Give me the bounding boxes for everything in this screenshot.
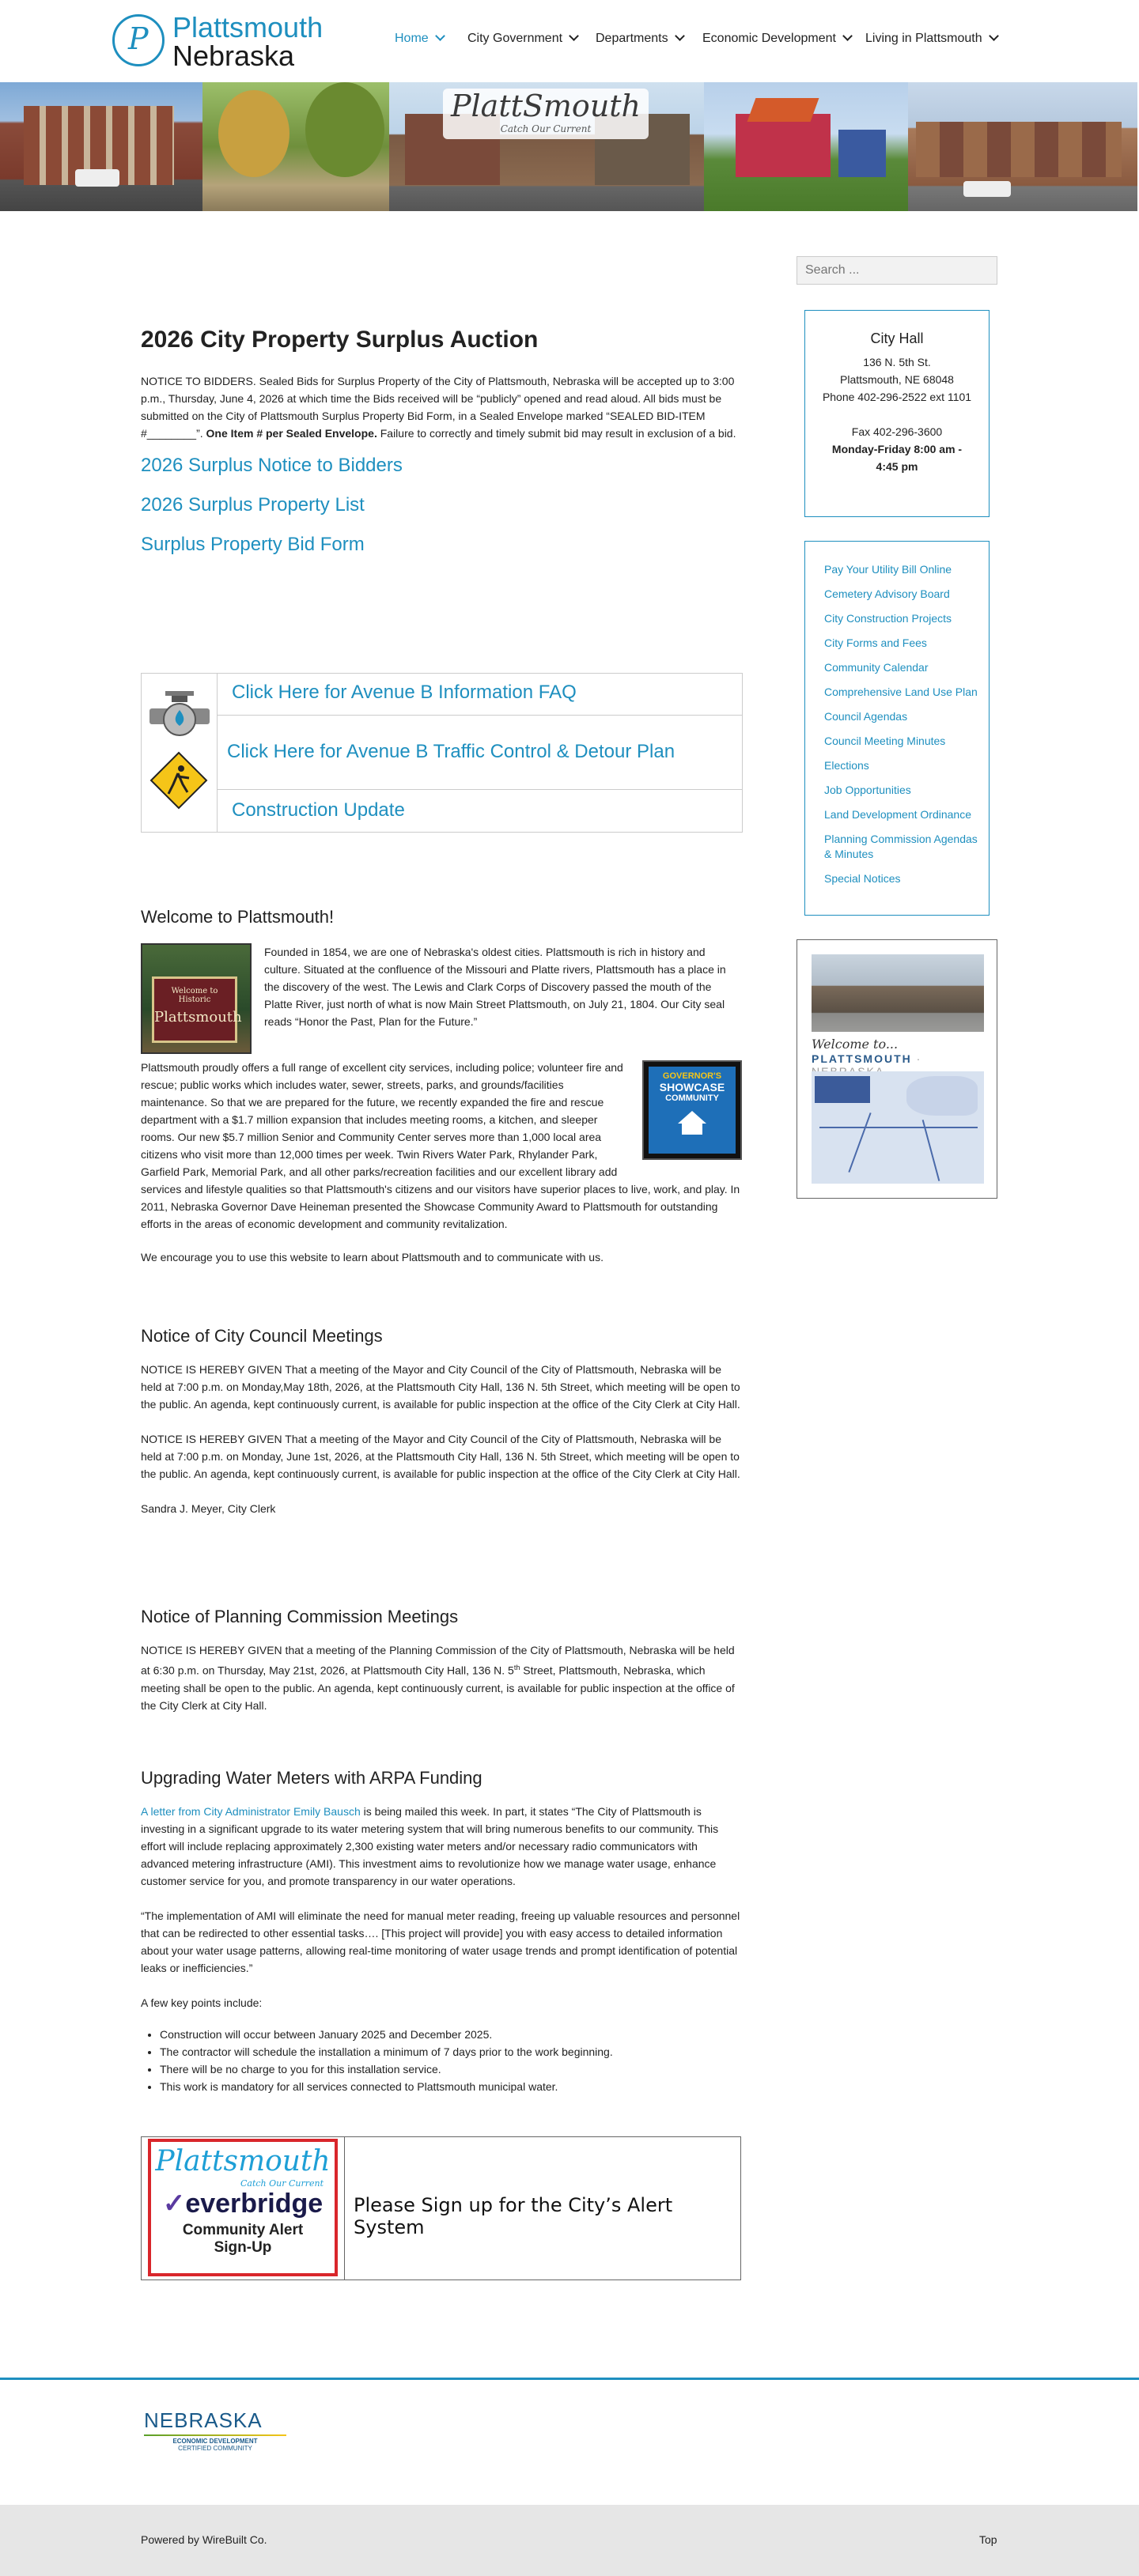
water-key-points — [141, 2026, 742, 2095]
avenue-b-table — [141, 673, 743, 833]
promo-welcome-text: Welcome to... — [812, 1037, 899, 1052]
site-footer — [0, 2505, 1139, 2576]
back-to-top-link[interactable]: Top — [979, 2533, 997, 2546]
avenue-b-traffic-row[interactable] — [218, 716, 742, 790]
quick-link[interactable]: Job Opportunities — [824, 784, 911, 796]
avenue-b-faq-link[interactable]: Click Here for Avenue B Information FAQ — [232, 682, 577, 703]
alert-logo-tagline: Catch Our Current — [240, 2178, 324, 2189]
surplus-notice-link[interactable]: 2026 Surplus Notice to Bidders — [141, 455, 403, 476]
list-item: • Construction will occur between January 2025 and December 2025. — [160, 2026, 742, 2043]
water-title: Upgrading Water Meters with ARPA Funding — [141, 1768, 482, 1788]
site-title-line1[interactable]: Plattsmouth — [172, 11, 324, 43]
water-valve-icon — [142, 674, 217, 832]
banner-photo-courthouse — [0, 82, 202, 211]
list-item: • The contractor will schedule the installation a minimum of 7 days prior to the work beginning. — [160, 2043, 742, 2060]
city-hall-phone: Phone 402-296-2522 ext 1101 — [822, 391, 972, 403]
city-hall-address1: 136 N. 5th St. — [863, 356, 931, 368]
auction-title: 2026 City Property Surplus Auction — [141, 327, 539, 353]
promo-street-photo — [812, 954, 984, 1032]
promo-map — [812, 1071, 984, 1184]
welcome-paragraph-3: We encourage you to use this website to learn about Plattsmouth and to communicate with us. — [141, 1251, 604, 1263]
council-notice-2: NOTICE IS HEREBY GIVEN That a meeting of the Mayor and City Council of the City of Plattsmouth, Nebraska will be held at 7:00 p.m. on Monday, June 1st, 2026, at the Plattsmouth City Hall, 136 N. 5th Street, which meeting will be open to the public. An agenda, kept continuously current, is available for public inspection at the office of the City Clerk at City Hall. — [141, 1433, 740, 1480]
nav-departments[interactable]: Departments — [596, 32, 683, 46]
promo-town: PLATTSMOUTH — [812, 1052, 912, 1065]
search-input[interactable] — [797, 256, 997, 285]
footer-logo-line1: NEBRASKA — [144, 2408, 263, 2432]
city-hall-address2: Plattsmouth, NE 68048 — [840, 373, 954, 386]
list-item: • This work is mandatory for all services connected to Plattsmouth municipal water. — [160, 2078, 742, 2095]
nav-city-government[interactable]: City Government — [467, 32, 577, 46]
chevron-down-icon — [842, 31, 853, 41]
nav-living-in-plattsmouth[interactable]: Living in Plattsmouth — [865, 32, 997, 46]
planning-title: Notice of Planning Commission Meetings — [141, 1607, 459, 1626]
quick-link[interactable]: Council Agendas — [824, 710, 908, 723]
logo-icon[interactable]: P — [112, 14, 165, 66]
water-paragraph-2: “The implementation of AMI will eliminate the need for manual meter reading, freeing up valuable resources and personnel that can be redirected to other essential tasks…. [This project will provide] you with easy access to detailed information about your water usage patterns, allowing real-time monitoring of water usage trends and prompt identification of potential leaks or inefficiencies.” — [141, 1909, 740, 1974]
water-meter-section — [141, 1768, 742, 2095]
alert-logo-cell[interactable] — [142, 2137, 345, 2279]
nav-home[interactable]: Home — [395, 32, 444, 46]
auction-notice: NOTICE TO BIDDERS. Sealed Bids for Surplus Property of the City of Plattsmouth, Nebraska will be accepted up to 3:00 p.m., Thursday, June 4, 2026 at which time the Bids received will be “publicly” opened and read aloud. All bids must be submitted on the City of Plattsmouth Surplus Property Bid Form, in a Sealed Envelope marked “SEALED BID-ITEM #________”. One Item # per Sealed Envelope. Failure to correctly and timely submit bid may result in exclusion of a bid. — [141, 375, 736, 440]
banner-photo-park — [202, 82, 389, 211]
site-title-line2[interactable]: Nebraska — [172, 40, 295, 72]
sign-line2: Plattsmouth — [154, 1009, 242, 1025]
city-hall-box — [804, 310, 990, 517]
quick-link[interactable]: Elections — [824, 759, 869, 772]
alert-signup-table — [141, 2136, 741, 2280]
house-icon — [678, 1111, 706, 1124]
quick-link[interactable]: City Forms and Fees — [824, 636, 927, 649]
avenue-b-icons — [142, 674, 218, 832]
quick-link[interactable]: Special Notices — [824, 872, 901, 885]
city-hall-hours: Monday-Friday 8:00 am - 4:45 pm — [831, 443, 963, 473]
water-paragraph-1: A letter from City Administrator Emily Bausch is being mailed this week. In part, it states “The City of Plattsmouth is investing in a significant upgrade to its water metering system that will bring numerous benefits to our community. This effort will include replacing approximately 2,300 existing water meters and/or necessary radio communicators with advanced metering infrastructure (AMI). This investment aims to revolutionize how we manage water usage, enhance customer service for you, and promote transparency in our water operations. — [141, 1805, 719, 1887]
auction-section — [141, 327, 742, 556]
surplus-bid-form-link[interactable]: Surplus Property Bid Form — [141, 534, 365, 555]
list-item: • There will be no charge to you for this installation service. — [160, 2060, 742, 2078]
chevron-down-icon — [435, 31, 445, 41]
footer-logo-line2: ECONOMIC DEVELOPMENT — [172, 2438, 258, 2445]
quick-link[interactable]: Community Calendar — [824, 661, 929, 674]
city-clerk-signature: Sandra J. Meyer, City Clerk — [141, 1502, 276, 1515]
banner-logo-tagline: Catch Our Current — [500, 123, 592, 134]
checkmark-icon: ✓ — [162, 2189, 186, 2219]
planning-section — [141, 1607, 742, 1714]
badge-line3: COMMUNITY — [665, 1093, 719, 1103]
alert-caption-1: Community Alert — [182, 2222, 304, 2238]
welcome-promo-image[interactable] — [797, 939, 997, 1199]
banner-logo-text: PlattSmouth — [450, 89, 641, 123]
promo-town-line: PLATTSMOUTH · — [812, 1052, 997, 1078]
surplus-property-list-link[interactable]: 2026 Surplus Property List — [141, 494, 365, 516]
alert-caption-2: Sign-Up — [214, 2239, 272, 2256]
construction-update-link[interactable]: Construction Update — [232, 799, 405, 821]
council-notice-1: NOTICE IS HEREBY GIVEN That a meeting of the Mayor and City Council of the City of Plattsmouth, Nebraska will be held at 7:00 p.m. on Monday,May 18th, 2026, at the Plattsmouth City Hall, 136 N. 5th Street, which meeting will be open to the public. An agenda, kept continuously current, is available for public inspection at the office of the City Clerk at City Hall. — [141, 1363, 740, 1411]
avenue-b-faq-row[interactable] — [218, 674, 742, 716]
badge-line2: SHOWCASE — [659, 1081, 725, 1093]
alert-logo-main: Plattsmouth — [155, 2145, 331, 2178]
banner-photo-downtown — [908, 82, 1137, 211]
alert-signup-text[interactable]: Please Sign up for the City’s Alert System — [354, 2194, 673, 2238]
banner-photo-playground — [704, 82, 908, 211]
quick-link[interactable]: Planning Commission Agendas & Minutes — [824, 833, 978, 860]
city-hall-fax: Fax 402-296-3600 — [851, 425, 943, 438]
council-section — [141, 1326, 742, 1517]
powered-by-text[interactable]: Powered by WireBuilt Co. — [141, 2533, 267, 2546]
quick-link[interactable]: Land Development Ordinance — [824, 808, 972, 821]
badge-line1: GOVERNOR'S — [662, 1071, 722, 1081]
quick-link[interactable]: Cemetery Advisory Board — [824, 587, 950, 600]
administrator-letter-link[interactable]: A letter from City Administrator Emily Bausch — [141, 1805, 361, 1818]
welcome-paragraph-2: Plattsmouth proudly offers a full range of excellent city services, including police; volunteer fire and rescue; public works which includes water, sewer, streets, parks, and grounds/facilities maintenance. So that we are prepared for the future, we recently expanded the fire and rescue department with a $1.7 million expansion that includes meeting rooms, a kitchen, and sleeper rooms. Our new $5.7 million Senior and Community Center serves more than 1,000 local area citizens who visit more than 12,000 times per week. Twin Rivers Water Park, Rhylander Park, Garfield Park, Memorial Park, and all other parks/recreation facilities and our excellent library add services and lifestyle qualities so that Plattsmouth's citizens and our visitors have superior places to live, work, and play. In 2011, Nebraska Governor Dave Heineman presented the Showcase Community Award to Plattsmouth for outstanding efforts in the areas of economic development and community revitalization. — [141, 1061, 740, 1230]
everbridge-signup-image[interactable] — [148, 2139, 338, 2276]
chevron-down-icon — [569, 31, 579, 41]
construction-update-row[interactable] — [218, 790, 742, 832]
city-hall-title: City Hall — [870, 330, 924, 346]
quick-link[interactable]: Pay Your Utility Bill Online — [824, 563, 952, 576]
quick-link[interactable]: Comprehensive Land Use Plan — [824, 686, 978, 698]
banner-logo — [443, 89, 649, 139]
chevron-down-icon — [675, 31, 685, 41]
auction-notice-bold: One Item # per Sealed Envelope. — [206, 427, 377, 440]
governors-showcase-badge — [642, 1060, 742, 1160]
sign-line1: Welcome to Historic — [171, 987, 218, 1004]
site-header — [0, 0, 1139, 82]
water-paragraph-3: A few key points include: — [141, 1996, 263, 2009]
footer-divider — [0, 2378, 1139, 2380]
planning-notice: NOTICE IS HEREBY GIVEN that a meeting of the Planning Commission of the City of Plattsmouth, Nebraska will be held at 6:30 p.m. on Thursday, May 21st, 2026, at Plattsmouth City Hall, 136 N. 5th Street, Plattsmouth, Nebraska, which meeting shall be open to the public. An agenda, kept continuously current, is available for public inspection at the office of the City Clerk at City Hall. — [141, 1644, 735, 1712]
everbridge-brand: ✓everbridge — [162, 2189, 324, 2219]
quick-links — [804, 541, 990, 916]
nav-economic-development[interactable]: Economic Development — [702, 32, 851, 46]
welcome-sign-image — [141, 943, 252, 1054]
council-title: Notice of City Council Meetings — [141, 1326, 383, 1346]
welcome-paragraph-1: Founded in 1854, we are one of Nebraska's oldest cities. Plattsmouth is rich in history and culture. Situated at the confluence of the Missouri and Platte rivers, Plattsmouth has a place in the discovery of the west. The Lewis and Clark Corps of Discovery passed the mouth of the Platte River, just north of what is now Main Street Plattsmouth, on July 21, 1804. Our City seal reads “Honor the Past, Plan for the Future.” — [264, 946, 726, 1028]
avenue-b-traffic-link[interactable]: Click Here for Avenue B Traffic Control & Detour Plan — [227, 741, 675, 762]
welcome-section — [141, 907, 742, 1266]
welcome-title: Welcome to Plattsmouth! — [141, 907, 335, 927]
nebraska-certified-logo — [144, 2408, 299, 2452]
footer-logo-line3: CERTIFIED COMMUNITY — [178, 2445, 252, 2452]
chevron-down-icon — [989, 31, 999, 41]
quick-link[interactable]: City Construction Projects — [824, 612, 952, 625]
quick-link[interactable]: Council Meeting Minutes — [824, 735, 946, 747]
